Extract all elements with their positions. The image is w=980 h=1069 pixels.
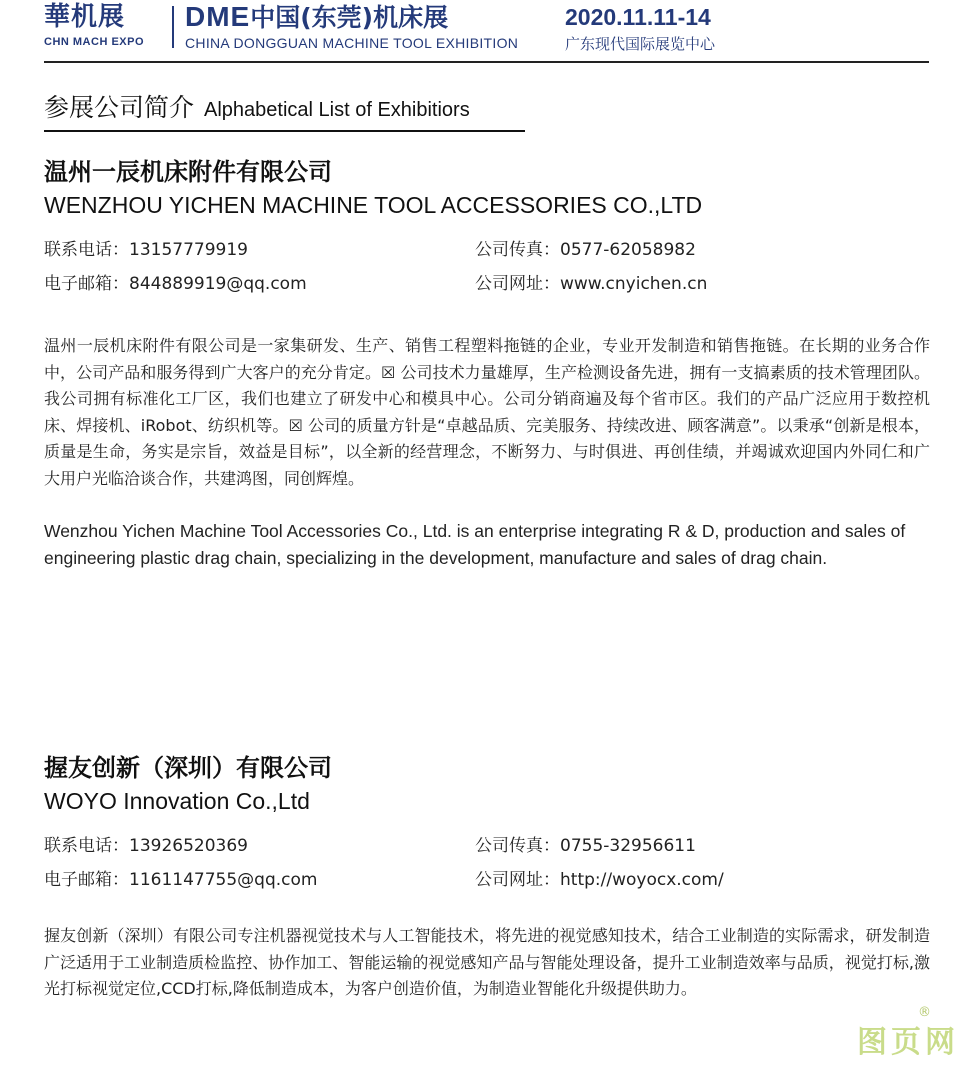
section-title-cn: 参展公司简介 <box>44 93 195 122</box>
exhibition-date: 2020.11.11-14 <box>565 4 711 30</box>
company-name-cn: 温州一辰机床附件有限公司 <box>44 158 332 186</box>
logo-chinese: 華机展 <box>44 2 126 32</box>
section-title-en: Alphabetical List of Exhibitiors <box>204 99 470 121</box>
exhibition-title-cn: 中国(东莞)机床展 <box>250 3 449 32</box>
company-description-en: Wenzhou Yichen Machine Tool Accessories Co., Ltd. is an enterprise integrating R & D, production and sales of engineering plastic drag chain, specializing in the development, manufacture and sales of drag chain. <box>44 521 906 568</box>
contact-email: 电子邮箱：844889919@qq.com <box>44 274 307 294</box>
company-description-cn: 握友创新（深圳）有限公司专注机器视觉技术与人工智能技术，将先进的视觉感知技术，结合工业制造的实际需求，研发制造广泛适用于工业制造质检监控、协作加工、智能运输的视觉感知产品与智能处理设备，提升工业制造效率与品质，视觉打标,激光打标视觉定位,CCD打标,降低制造成本，为客户创造价值，为制造业智能化升级提供助力。 <box>44 926 930 998</box>
registered-mark: ® <box>918 1005 931 1020</box>
exhibition-subtitle-en: CHINA DONGGUAN MACHINE TOOL EXHIBITION <box>185 35 519 51</box>
contact-info <box>44 835 930 901</box>
section-heading <box>44 88 470 124</box>
company-name-en: WOYO Innovation Co.,Ltd <box>44 788 310 814</box>
company-name-en: WENZHOU YICHEN MACHINE TOOL ACCESSORIES CO.,LTD <box>44 192 703 218</box>
contact-phone: 联系电话：13157779919 <box>44 240 248 260</box>
company-description-cn: 温州一辰机床附件有限公司是一家集研发、生产、销售工程塑料拖链的企业，专业开发制造和销售拖链。在长期的业务合作中，公司产品和服务得到广大客户的充分肯定。☒ 公司技术力量雄厚，生产检测设备先进，拥有一支搞素质的技术管理团队。我公司拥有标准化工厂区，我们也建立了研发中心和模具中心。公司分销商遍及每个省市区。我们的产品广泛应用于数控机床、焊接机、iRobot、纺织机等。☒ 公司的质量方针是“卓越品质、完美服务、持续改进、顾客满意”。以秉承“创新是根本，质量是生命，务实是宗旨，效益是目标”，以全新的经营理念，不断努力、与时俱进、再创佳绩，并竭诚欢迎国内外同仁和广大用户光临洽谈合作，共建鸿图，同创辉煌。 <box>44 336 930 488</box>
dme-logo: DME <box>185 1 251 32</box>
contact-phone: 联系电话：13926520369 <box>44 836 248 856</box>
company-name-cn: 握友创新（深圳）有限公司 <box>44 754 332 782</box>
header-divider <box>172 6 174 48</box>
contact-website: 公司网址：http://woyocx.com/ <box>475 870 724 890</box>
contact-email: 电子邮箱：1161147755@qq.com <box>44 870 318 890</box>
contact-website: 公司网址：www.cnyichen.cn <box>475 274 708 294</box>
watermark: 图页网 <box>857 1025 959 1060</box>
logo-english: CHN MACH EXPO <box>44 36 145 48</box>
section-rule <box>44 130 525 132</box>
header-rule <box>44 61 929 63</box>
company-entry <box>44 155 930 572</box>
contact-info <box>44 239 930 305</box>
exhibition-title <box>185 2 448 33</box>
exhibition-venue: 广东现代国际展览中心 <box>565 35 716 53</box>
company-entry <box>44 751 930 1003</box>
contact-fax: 公司传真：0755-32956611 <box>475 836 696 856</box>
exhibition-header <box>44 0 929 62</box>
contact-fax: 公司传真：0577-62058982 <box>475 240 696 260</box>
